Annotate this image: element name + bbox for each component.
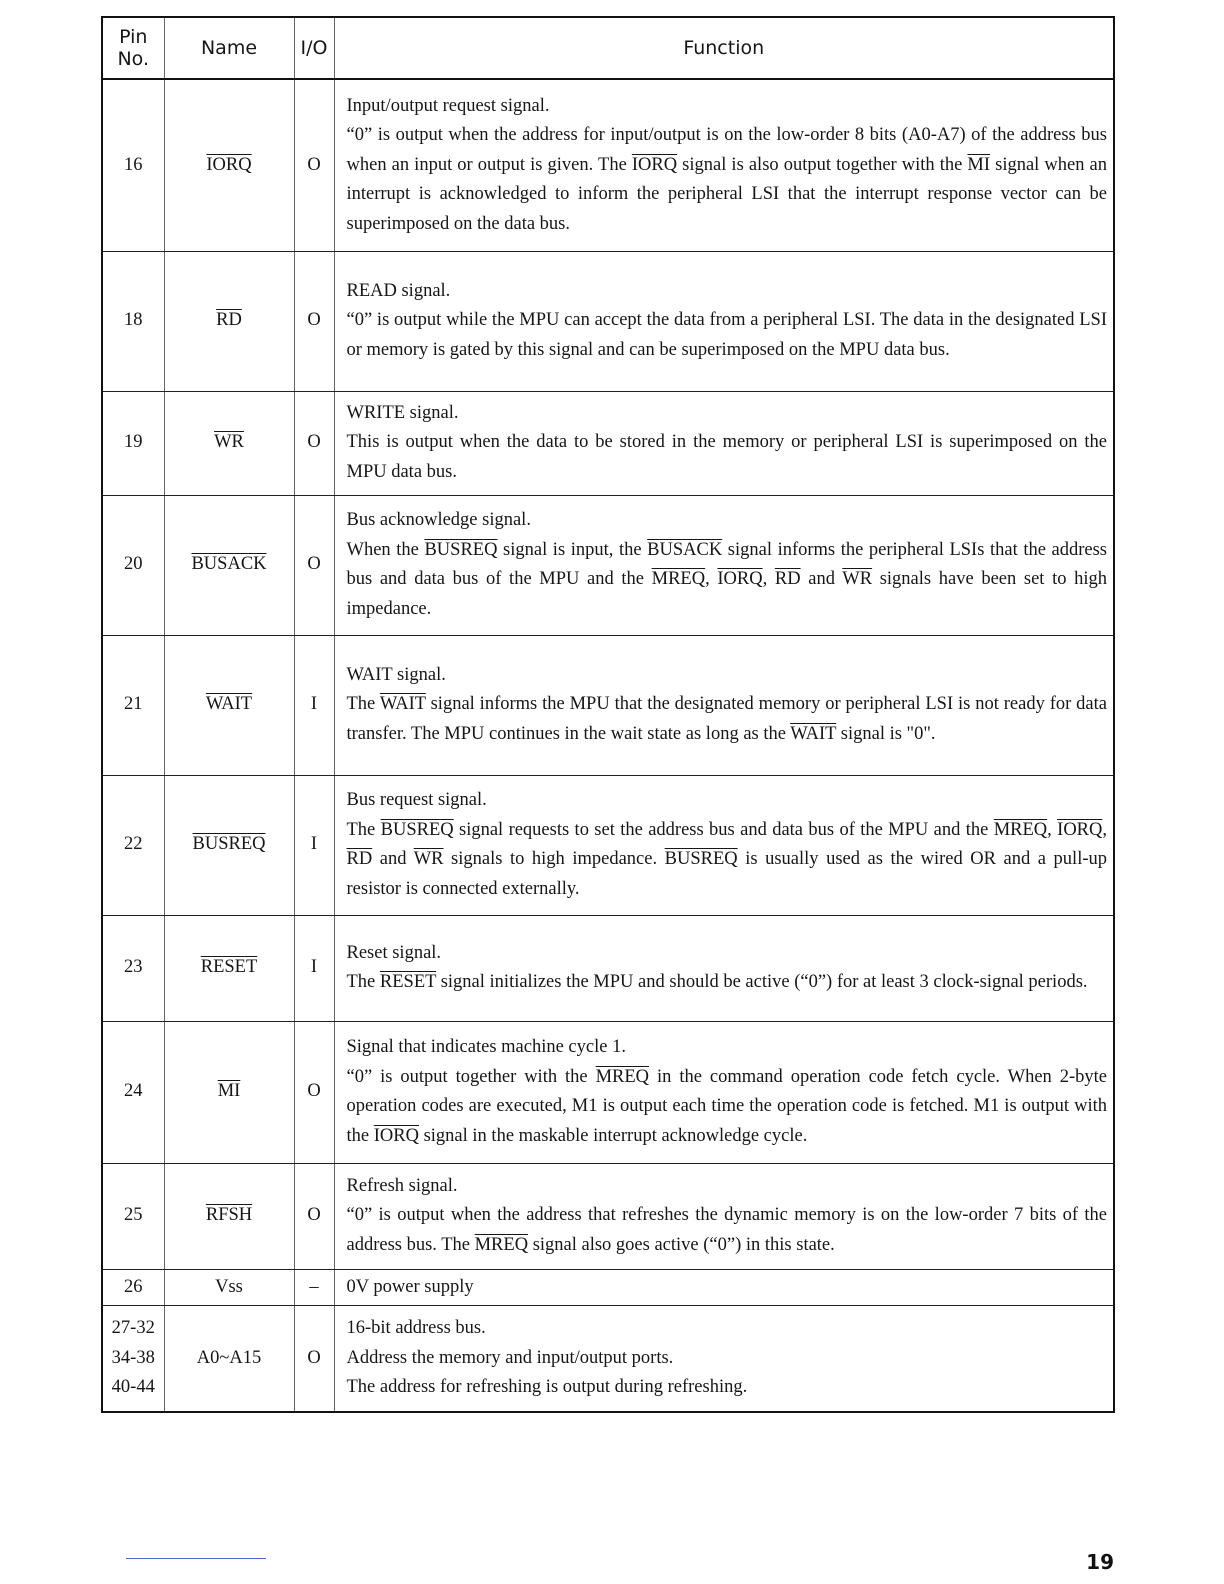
function-text: “0” is output while the MPU can accept the data from a peripheral LSI. The data in the designated LSI or memory is gated by this signal and can be superimposed on the MPU data bus. [346, 310, 1107, 360]
overlined-signal: WAIT [379, 694, 426, 715]
function-heading: WRITE signal. [346, 402, 459, 423]
overlined-signal: MREQ [651, 569, 706, 589]
function-text: “0” is output when the address that refreshes the dynamic memory is on the low-order 7 bits of the address bus. The [346, 1205, 1107, 1255]
signal-name-cell [164, 1021, 294, 1163]
pin-number-cell: 22 [102, 775, 164, 915]
function-text: and [372, 849, 414, 869]
overlined-signal: $\overline{WR}$ [413, 849, 444, 869]
function-text: , [705, 569, 718, 589]
function-description [347, 536, 1108, 625]
function-description [347, 690, 1108, 749]
function-cell [334, 1021, 1114, 1163]
overlined-signal: $\overline{RD}$ [774, 569, 801, 589]
function-cell [334, 1163, 1114, 1269]
io-cell: O [294, 1306, 334, 1412]
pin-number-cell: 21 [102, 635, 164, 775]
signal-name-cell [164, 1269, 294, 1306]
function-text: signal requests to set the address bus and data bus of the MPU and the [453, 819, 994, 840]
function-text: signal is also output together with the [677, 154, 968, 175]
function-text: The [346, 694, 380, 715]
overlined-signal: IORQ [717, 569, 763, 589]
function-text: and [800, 569, 843, 589]
pin-number-cell: 18 [102, 251, 164, 391]
signal-name: RFSH [205, 1205, 253, 1226]
function-heading: 16-bit address bus. [346, 1318, 486, 1338]
function-text: signal is input, the [497, 539, 648, 560]
io-cell: I [294, 915, 334, 1021]
function-cell [334, 1269, 1114, 1306]
header-pin-no: Pin No. [102, 17, 164, 79]
signal-name: $\overline{RD}$ [216, 310, 242, 331]
pin-number-cell: 20 [102, 495, 164, 635]
overlined-signal: MREQ [595, 1066, 650, 1087]
overlined-signal: $\overline{RD}$ [346, 849, 373, 869]
overlined-signal: BUSREQ [664, 849, 738, 869]
function-text: is usually used as the wired OR and a pull-up resistor is connected externally. [346, 849, 1108, 899]
function-text: signals to high impedance. [443, 849, 665, 869]
function-heading: Bus request signal. [346, 790, 487, 810]
signal-name: BUSACK [191, 554, 267, 575]
overlined-signal: MREQ [993, 819, 1048, 840]
signal-name: $\overline{WR}$ [214, 432, 244, 453]
function-text: When the [346, 539, 425, 560]
page-number: 19 [1086, 1550, 1114, 1574]
function-text: signal informs the MPU that the designated memory or peripheral LSI is not ready for data transfer. The MPU continues in the wait state as long as the [346, 694, 1107, 744]
function-text: signal when an interrupt is acknowledged to inform the peripheral LSI that the interrupt response vector can be superimposed on the data bus. [346, 154, 1107, 234]
table-row [102, 1021, 1114, 1163]
function-description [347, 121, 1108, 239]
overlined-signal: $\overline{WR}$ [842, 569, 873, 589]
table-row [102, 915, 1114, 1021]
function-heading: Signal that indicates machine cycle 1. [346, 1037, 626, 1057]
function-text: , [1047, 819, 1058, 840]
function-text: This is output when the data to be stored in the memory or peripheral LSI is superimposed on the MPU data bus. [346, 432, 1107, 482]
table-row [102, 495, 1114, 635]
function-description [347, 306, 1108, 365]
pin-number-cell: 27-32 34-38 40-44 [102, 1306, 164, 1412]
pin-number-cell: 23 [102, 915, 164, 1021]
io-cell: – [294, 1269, 334, 1306]
io-cell: O [294, 79, 334, 251]
function-text: signal in the maskable interrupt acknowledge cycle. [418, 1125, 808, 1146]
pin-number-cell: 25 [102, 1163, 164, 1269]
table-row [102, 1269, 1114, 1306]
footer-rule [126, 1558, 266, 1559]
pin-number-cell: 26 [102, 1269, 164, 1306]
signal-name-cell [164, 635, 294, 775]
pin-function-table [101, 16, 1115, 1413]
overlined-signal: MREQ [474, 1234, 529, 1255]
signal-name: RESET [200, 957, 258, 978]
function-heading: READ signal. [346, 280, 451, 301]
signal-name-cell [164, 251, 294, 391]
signal-name: WAIT [205, 694, 253, 715]
io-cell: I [294, 635, 334, 775]
function-cell [334, 1306, 1114, 1412]
table-header-row [102, 17, 1114, 79]
header-name: Name [164, 17, 294, 79]
function-text: signal also goes active (“0”) in this state. [528, 1234, 835, 1255]
function-line: Address the memory and input/output ports. [346, 1347, 674, 1368]
overlined-signal: RESET [379, 972, 437, 992]
io-cell: I [294, 775, 334, 915]
signal-name-cell [164, 775, 294, 915]
function-text: signal initializes the MPU and should be active (“0”) for at least 3 clock-signal periods. [436, 972, 1088, 992]
io-cell: O [294, 1163, 334, 1269]
header-function: Function [334, 17, 1114, 79]
table-row [102, 79, 1114, 251]
signal-name: $\overline{MI}$ [217, 1081, 241, 1102]
table-row [102, 775, 1114, 915]
pin-number-cell: 24 [102, 1021, 164, 1163]
signal-name-cell [164, 495, 294, 635]
function-text: in the command operation code fetch cycle. When 2-byte operation codes are executed, M1 is output each time the operation code is fetched. M1 is output with the [346, 1066, 1107, 1146]
function-cell [334, 495, 1114, 635]
function-heading: Refresh signal. [346, 1175, 458, 1196]
overlined-signal: WAIT [790, 723, 837, 744]
function-description [347, 1063, 1108, 1152]
function-text: , [1102, 819, 1108, 840]
signal-name: Vss [215, 1276, 243, 1297]
function-text: signal informs the peripheral LSIs that the address bus and data bus of the MPU and the [346, 539, 1107, 589]
function-heading: Reset signal. [346, 942, 442, 963]
table-row [102, 1163, 1114, 1269]
pin-number-cell: 16 [102, 79, 164, 251]
overlined-signal: BUSREQ [380, 819, 454, 840]
pin-number-cell: 19 [102, 391, 164, 495]
function-line: The address for refreshing is output during refreshing. [346, 1377, 748, 1397]
signal-name-cell [164, 79, 294, 251]
overlined-signal: IORQ [373, 1125, 419, 1146]
io-cell: O [294, 251, 334, 391]
function-cell [334, 391, 1114, 495]
function-text: The [346, 972, 380, 992]
signal-name-cell [164, 915, 294, 1021]
function-heading: Input/output request signal. [346, 95, 550, 116]
function-description [347, 1201, 1108, 1260]
function-description [347, 816, 1108, 905]
overlined-signal: BUSREQ [424, 539, 498, 560]
io-cell: O [294, 495, 334, 635]
function-text: “0” is output together with the [346, 1066, 596, 1087]
table-row [102, 1306, 1114, 1412]
table-row [102, 251, 1114, 391]
function-heading: Bus acknowledge signal. [346, 510, 531, 530]
overlined-signal: IORQ [1057, 819, 1103, 840]
signal-name-cell [164, 391, 294, 495]
function-text: “0” is output when the address for input/output is on the low-order 8 bits (A0-A7) of the address bus when an input or output is given. The [346, 125, 1107, 175]
function-description [347, 968, 1108, 998]
function-text: , [762, 569, 775, 589]
function-cell [334, 915, 1114, 1021]
function-cell [334, 251, 1114, 391]
signal-name: A0~A15 [196, 1347, 262, 1368]
function-heading: 0V power supply [346, 1276, 474, 1297]
io-cell: O [294, 391, 334, 495]
signal-name-cell [164, 1306, 294, 1412]
table-row [102, 635, 1114, 775]
io-cell: O [294, 1021, 334, 1163]
signal-name-cell [164, 1163, 294, 1269]
table-row [102, 391, 1114, 495]
header-io: I/O [294, 17, 334, 79]
overlined-signal: IORQ [631, 154, 678, 175]
signal-name: IORQ [206, 154, 252, 175]
signal-name: BUSREQ [192, 834, 266, 855]
function-text: signal is "0". [836, 723, 936, 744]
function-heading: WAIT signal. [346, 664, 446, 685]
function-cell [334, 775, 1114, 915]
overlined-signal: $\overline{MI}$ [967, 154, 991, 175]
function-cell [334, 635, 1114, 775]
function-text: The [346, 819, 381, 840]
overlined-signal: BUSACK [647, 539, 723, 560]
function-description [347, 428, 1108, 487]
function-text: signals have been set to high impedance. [346, 569, 1108, 619]
function-cell [334, 79, 1114, 251]
